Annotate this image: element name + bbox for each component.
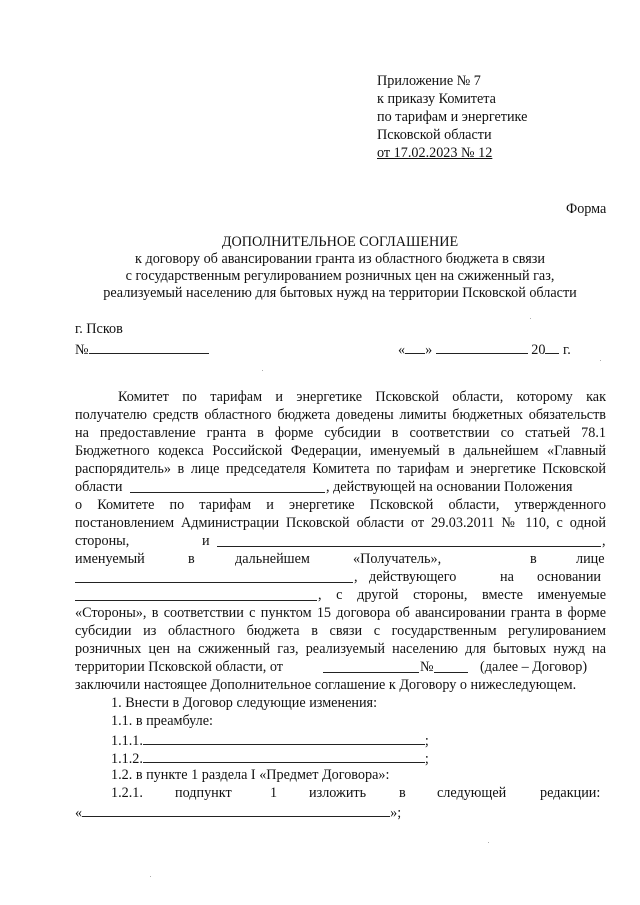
body-line-11-blank [75, 569, 353, 588]
body-line-11-e: основании [537, 569, 602, 585]
body-line-10-w5: лице [576, 551, 605, 567]
clause-1: 1. Внести в Договор следующие изменения: [111, 695, 378, 711]
year-suffix: г. [563, 342, 571, 358]
quote-close-last: »; [390, 805, 402, 821]
clause-1-2-1-blank [82, 803, 390, 817]
body-line-6-b: , действующей на основании Положения [326, 479, 573, 495]
clause-1-1-2-blank [143, 749, 425, 763]
body-line-16-blank1 [323, 659, 419, 678]
body-line-12-b: , с другой стороны, вместе именуемые [318, 587, 606, 603]
body-line-6-a: области [75, 479, 123, 495]
body-line-9-blank [217, 533, 601, 552]
month-blank [436, 340, 528, 354]
body-line-16-blank2 [434, 659, 468, 678]
scan-speck [530, 318, 531, 319]
body-line-13: «Стороны», в соответствии с пунктом 15 договора об авансировании гранта в форме [75, 605, 606, 621]
body-line-10-w2: дальнейшем [235, 551, 310, 567]
appendix-line-5: от 17.02.2023 № 12 [377, 145, 493, 161]
clause-1-1-2 [111, 749, 429, 768]
body-line-11-d: на [500, 569, 514, 585]
body-line-11-b: , [354, 569, 358, 585]
number-blank [89, 340, 209, 354]
number-prefix: № [75, 342, 89, 358]
appendix-line-2: к приказу Комитета [377, 91, 496, 107]
form-label: Форма [566, 201, 607, 217]
clause-1-2-1-w4: в [399, 785, 406, 801]
body-line-17: заключили настоящее Дополнительное соглашение к Договору о нижеследующем. [75, 677, 577, 693]
body-line-10-w1: в [188, 551, 195, 567]
scan-speck [600, 360, 601, 361]
clause-1-1-1 [111, 731, 429, 750]
body-line-2: получателю средств областного бюджета доведены лимиты бюджетных обязательств [75, 407, 606, 423]
clause-1-1-2-label: 1.1.2. [111, 751, 143, 767]
clause-1-2-1-w3: изложить [309, 785, 367, 801]
body-line-4: Бюджетного кодекса Российской Федерации, именуемый в дальнейшем «Главный [75, 443, 606, 459]
clause-1-1-1-label: 1.1.1. [111, 733, 143, 749]
body-line-14: субсидии из областного бюджета в связи с государственным регулированием [75, 623, 606, 639]
clause-1-2-1-w1: подпункт [175, 785, 232, 801]
quote-open-last: « [75, 805, 83, 821]
clause-1-2-1-w6: редакции: [540, 785, 601, 801]
title-sub-3: реализуемый населению для бытовых нужд на территории Псковской области [103, 285, 577, 301]
appendix-line-4: Псковской области [377, 127, 492, 143]
scan-speck [262, 370, 263, 371]
quote-close: » [425, 342, 433, 358]
scan-speck [488, 842, 489, 843]
quote-open: « [398, 342, 406, 358]
clause-1-1-1-semicolon: ; [424, 733, 429, 749]
clause-1-2: 1.2. в пункте 1 раздела I «Предмет Договора»: [111, 767, 390, 783]
body-line-8: постановлением Администрации Псковской области от 29.03.2011 № 110, с одной [75, 515, 606, 531]
body-line-15: розничных цен на сжиженный газ, реализуемый населению для бытовых нужд на [75, 641, 606, 657]
city: г. Псков [75, 321, 123, 337]
title-sub-2: с государственным регулированием розничных цен на сжиженный газ, [125, 268, 555, 284]
body-line-7: о Комитете по тарифам и энергетике Псковской области, утвержденного [75, 497, 606, 513]
clause-1-2-1-w2: 1 [270, 785, 278, 801]
body-line-11-c: действующего [369, 569, 457, 585]
clause-1-2-1-w5: следующей [437, 785, 507, 801]
clause-1-2-1-text [75, 803, 401, 822]
body-line-16-a: территории Псковской области, от [75, 659, 283, 675]
day-blank [405, 340, 425, 354]
document-title: ДОПОЛНИТЕЛЬНОЕ СОГЛАШЕНИЕ [221, 234, 459, 250]
body-line-1: Комитет по тарифам и энергетике Псковской области, которому как [118, 389, 606, 405]
clause-1-1: 1.1. в преамбуле: [111, 713, 213, 729]
body-line-10-w3: «Получатель», [353, 551, 442, 567]
scan-speck [150, 876, 151, 877]
agreement-date [398, 340, 571, 359]
clause-1-1-1-blank [143, 731, 425, 745]
body-line-9-c: , [602, 533, 606, 549]
title-sub-1: к договору об авансировании гранта из областного бюджета в связи [135, 251, 545, 267]
body-line-10-w4: в [530, 551, 537, 567]
appendix-line-1: Приложение № 7 [377, 73, 481, 89]
body-line-9-b: и [202, 533, 210, 549]
clause-1-1-2-semicolon: ; [424, 751, 429, 767]
year-blank [545, 340, 559, 354]
body-line-9-a: стороны, [75, 533, 130, 549]
body-line-16-c: (далее – Договор) [480, 659, 588, 675]
body-line-6-blank [130, 479, 325, 498]
agreement-number [75, 340, 209, 359]
body-line-12-blank [75, 587, 317, 606]
year-prefix: 20 [531, 342, 546, 358]
body-line-10-w0: именуемый [75, 551, 145, 567]
appendix-line-3: по тарифам и энергетике [377, 109, 528, 125]
body-line-3: на предоставление гранта в форме субсидии в соответствии со статьей 78.1 [75, 425, 606, 441]
body-line-5: распорядитель» в лице председателя Комитета по тарифам и энергетике Псковской [75, 461, 606, 477]
clause-1-2-1-w0: 1.2.1. [111, 785, 143, 801]
body-line-16-b: № [420, 659, 434, 675]
